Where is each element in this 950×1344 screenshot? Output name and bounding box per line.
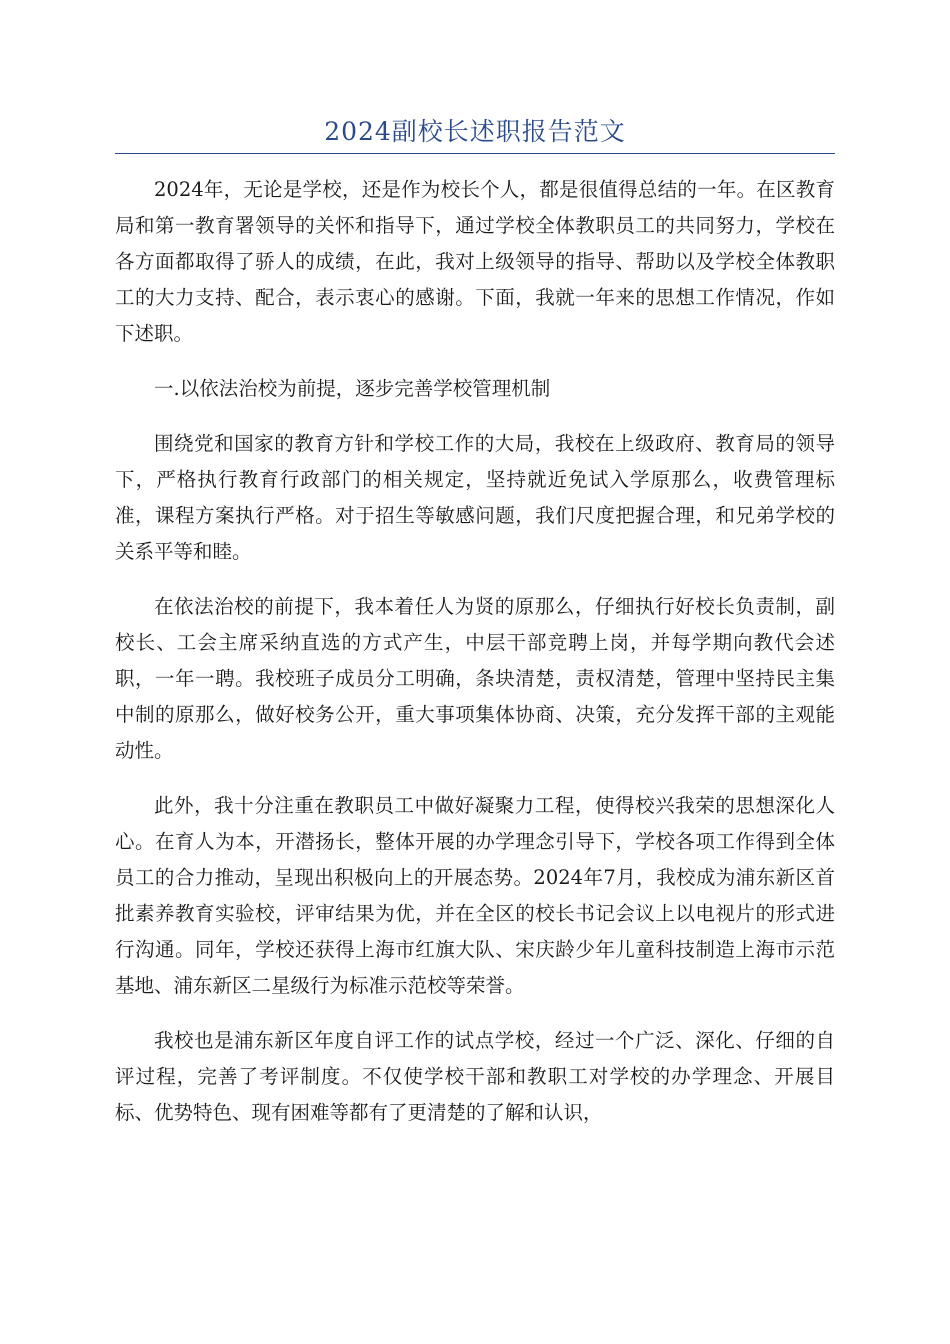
title-underline (115, 153, 835, 154)
paragraph-intro: 2024年，无论是学校，还是作为校长个人，都是很值得总结的一年。在区教育局和第一教育署领导的关怀和指导下，通过学校全体教职员工的共同努力，学校在各方面都取得了骄人的成绩，在此，我对上级领导的指导、帮助以及学校全体教职工的大力支持、配合，表示衷心的感谢。下面，我就一年来的思想工作情况，作如下述职。 (115, 178, 835, 345)
document-title: 2024副校长述职报告范文 (324, 117, 626, 146)
section-heading: 一.以依法治校为前提，逐步完善学校管理机制 (154, 377, 551, 400)
paragraph-self-evaluation: 我校也是浦东新区年度自评工作的试点学校，经过一个广泛、深化、仔细的自评过程，完善了考评制度。不仅使学校干部和教职工对学校的办学理念、开展目标、优势特色、现有困难等都有了更清楚的了解和认识， (115, 1029, 835, 1124)
document-body (115, 172, 835, 1150)
paragraph-management: 在依法治校的前提下，我本着任人为贤的原那么，仔细执行好校长负责制，副校长、工会主席采纳直选的方式产生，中层干部竞聘上岗，并每学期向教代会述职，一年一聘。我校班子成员分工明确，条块清楚，责权清楚，管理中坚持民主集中制的原那么，做好校务公开，重大事项集体协商、决策，充分发挥干部的主观能动性。 (115, 595, 835, 762)
paragraph-achievements: 此外，我十分注重在教职员工中做好凝聚力工程，使得校兴我荣的思想深化人心。在育人为本，开潜扬长，整体开展的办学理念引导下，学校各项工作得到全体员工的合力推动，呈现出积极向上的开展态势。2024年7月，我校成为浦东新区首批素养教育实验校，评审结果为优，并在全区的校长书记会议上以电视片的形式进行沟通。同年，学校还获得上海市红旗大队、宋庆龄少年儿童科技制造上海市示范基地、浦东新区二星级行为标准示范校等荣誉。 (115, 794, 835, 997)
paragraph-policy: 围绕党和国家的教育方针和学校工作的大局，我校在上级政府、教育局的领导下，严格执行教育行政部门的相关规定，坚持就近免试入学原那么，收费管理标准，课程方案执行严格。对于招生等敏感问题，我们尺度把握合理，和兄弟学校的关系平等和睦。 (115, 432, 835, 563)
